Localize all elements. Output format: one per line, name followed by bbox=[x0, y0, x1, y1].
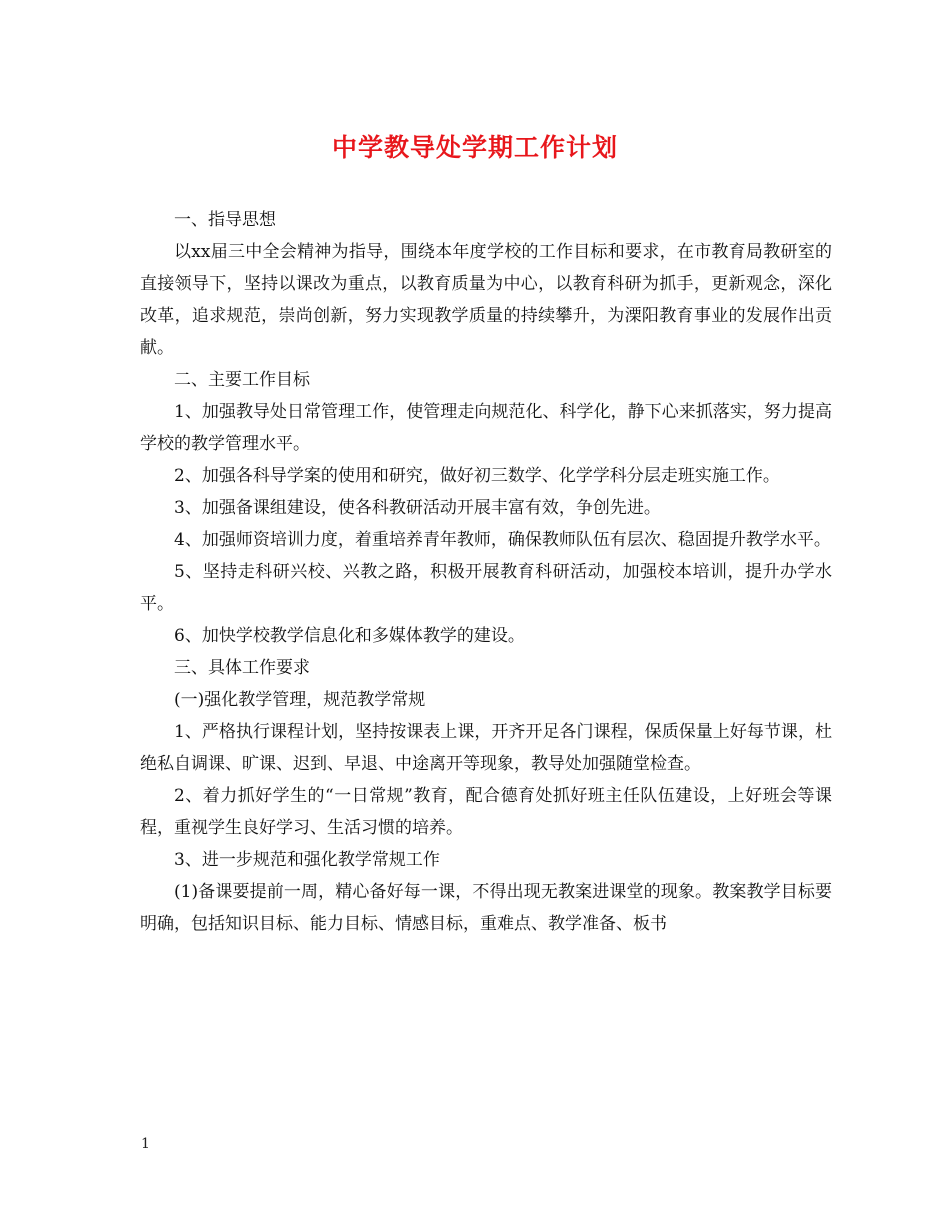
section-heading: 三、具体工作要求 bbox=[174, 658, 310, 678]
list-item: (1)备课要提前一周，精心备好每一课，不得出现无教案进课堂的现象。教案教学目标要明确，包括知识目标、能力目标、情感目标，重难点、教学准备、板书 bbox=[140, 882, 832, 934]
page-number: 1 bbox=[141, 1136, 150, 1152]
document-body bbox=[140, 204, 832, 940]
list-item: 3、加强备课组建设，使各科教研活动开展丰富有效，争创先进。 bbox=[174, 498, 661, 518]
document-title: 中学教导处学期工作计划 bbox=[331, 133, 618, 162]
body-paragraph: 以xx届三中全会精神为指导，围绕本年度学校的工作目标和要求，在市教育局教研室的直接领导下，坚持以课改为重点，以教育质量为中心，以教育科研为抓手，更新观念，深化改革，追求规范，崇尚创新，努力实现教学质量的持续攀升，为溧阳教育事业的发展作出贡献。 bbox=[140, 242, 832, 358]
list-item: 3、进一步规范和强化教学常规工作 bbox=[174, 850, 440, 870]
subsection-heading: (一)强化教学管理，规范教学常规 bbox=[174, 690, 426, 710]
list-item: 4、加强师资培训力度，着重培养青年教师，确保教师队伍有层次、稳固提升教学水平。 bbox=[174, 530, 831, 550]
list-item: 2、加强各科导学案的使用和研究，做好初三数学、化学学科分层走班实施工作。 bbox=[174, 466, 780, 486]
list-item: 6、加快学校教学信息化和多媒体教学的建设。 bbox=[174, 626, 525, 646]
list-item: 5、坚持走科研兴校、兴教之路，积极开展教育科研活动，加强校本培训，提升办学水平。 bbox=[140, 562, 832, 614]
section-heading: 一、指导思想 bbox=[174, 210, 276, 230]
list-item: 2、着力抓好学生的“一日常规”教育，配合德育处抓好班主任队伍建设，上好班会等课程，重视学生良好学习、生活习惯的培养。 bbox=[140, 786, 832, 838]
section-heading: 二、主要工作目标 bbox=[174, 370, 310, 390]
list-item: 1、严格执行课程计划，坚持按课表上课，开齐开足各门课程，保质保量上好每节课，杜绝私自调课、旷课、迟到、早退、中途离开等现象，教导处加强随堂检查。 bbox=[140, 722, 832, 774]
list-item: 1、加强教导处日常管理工作，使管理走向规范化、科学化，静下心来抓落实，努力提高学校的教学管理水平。 bbox=[140, 402, 832, 454]
